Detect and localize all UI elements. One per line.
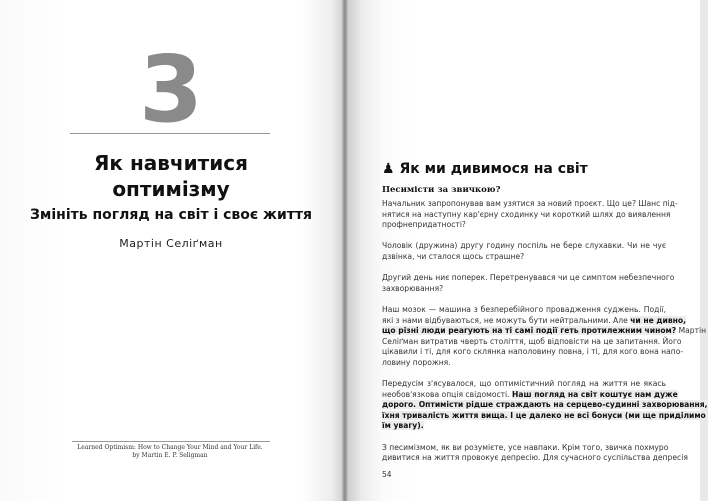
text-segment: Чоловік (дружина) другу годину поспіль не бере слухавки. Чи не чує bbox=[382, 241, 666, 251]
text-line bbox=[382, 209, 671, 221]
highlighted-text: що різні люди реагують на ті самі події геть протилежним чином? bbox=[382, 326, 677, 336]
text-segment: Другий день ниє поперек. Перетренувався чи це симптом небезпечного bbox=[382, 273, 675, 283]
text-segment: Наш мозок — машина з безперебійного провадження суджень. Події, bbox=[382, 304, 666, 314]
chapter-title-line-1: Як навчитися bbox=[94, 151, 248, 175]
meditating-person-icon: ♟ bbox=[382, 161, 395, 177]
highlighted-text: їм увагу). bbox=[382, 421, 424, 431]
text-segment: які з нами відбуваються, не можуть бути нейтральними. Але bbox=[382, 315, 631, 325]
text-line bbox=[382, 220, 666, 231]
text-line bbox=[382, 273, 675, 284]
page-number: 54 bbox=[382, 470, 392, 479]
text-line bbox=[382, 284, 666, 295]
text-line bbox=[382, 241, 666, 252]
text-line bbox=[382, 442, 669, 454]
body-text bbox=[382, 199, 708, 464]
text-segment: Начальник запропонував вам узятися за новий проєкт. Що це? Шанс під- bbox=[382, 199, 678, 208]
paragraph bbox=[382, 273, 675, 294]
highlighted-text: дорого. Оптимісти рідше страждають на серцево-судинні захворювання, bbox=[382, 400, 708, 410]
highlighted-text: Наш погляд на світ коштує нам дуже bbox=[512, 389, 678, 399]
paragraph bbox=[382, 304, 707, 369]
text-segment: дивитися на життя провокує депресію. Для сучасного суспільства депресія bbox=[382, 453, 688, 463]
source-footnote bbox=[60, 444, 280, 460]
chapter-divider bbox=[70, 133, 270, 134]
chapter-number: 3 bbox=[138, 36, 203, 143]
text-line bbox=[382, 453, 688, 464]
highlighted-text: чи не дивно, bbox=[630, 315, 687, 325]
text-line bbox=[382, 347, 684, 358]
text-line bbox=[382, 379, 666, 390]
text-segment: Селіґман витратив чверть століття, щоб відповісти на це запитання. Його bbox=[382, 336, 682, 346]
text-segment: Мартін bbox=[676, 326, 707, 336]
section-subheading: Песимісти за звичкою? bbox=[382, 185, 501, 195]
text-line bbox=[382, 305, 666, 316]
section-heading-text: Як ми дивимося на світ bbox=[399, 161, 588, 177]
text-line bbox=[382, 400, 708, 411]
text-segment: захворювання? bbox=[382, 283, 444, 293]
text-line bbox=[382, 252, 666, 263]
footnote-line: Learned Optimism: How to Change Your Mind and Your Life. bbox=[77, 444, 263, 451]
chapter-subtitle: Змініть погляд на світ і своє життя bbox=[29, 207, 313, 223]
text-line bbox=[382, 358, 666, 369]
highlighted-text: їхня тривалість життя вища. І це далеко не всі бонуси (ми ще приділимо bbox=[382, 410, 706, 420]
paragraph bbox=[382, 199, 678, 231]
text-segment: Передусім з'ясувалося, що оптимістичний погляд на життя не якась bbox=[382, 379, 666, 389]
text-line bbox=[382, 410, 706, 422]
text-line bbox=[382, 389, 678, 401]
text-segment: профнепридатності? bbox=[382, 220, 466, 230]
paragraph bbox=[382, 241, 666, 262]
text-segment: З песимізмом, як ви розумієте, усе навпаки. Крім того, звичка похмуро bbox=[382, 442, 669, 452]
text-segment: дзвінка, чи сталося щось страшне? bbox=[382, 251, 525, 261]
left-page bbox=[0, 0, 342, 501]
chapter-title-line-2: оптимізму bbox=[112, 177, 230, 201]
text-line bbox=[382, 326, 707, 337]
text-segment: ловину порожня. bbox=[382, 357, 451, 367]
text-line bbox=[382, 421, 666, 432]
text-line bbox=[382, 199, 678, 210]
text-segment: необов'язкова опція свідомості. bbox=[382, 389, 512, 399]
paragraph bbox=[382, 379, 708, 432]
footnote-divider bbox=[72, 441, 270, 442]
footnote-line: by Martin E. P. Seligman bbox=[132, 452, 208, 459]
text-line bbox=[382, 336, 682, 348]
text-line bbox=[382, 315, 687, 327]
text-segment: нятися на наступну кар'єрну сходинку чи короткий шлях до виявлення bbox=[382, 209, 671, 219]
text-segment: цікавили і ті, для кого склянка наполовину повна, і ті, для кого вона напо- bbox=[382, 347, 684, 357]
paragraph bbox=[382, 442, 688, 464]
section-heading bbox=[382, 160, 588, 178]
author-name: Мартін Селіґман bbox=[119, 237, 223, 250]
